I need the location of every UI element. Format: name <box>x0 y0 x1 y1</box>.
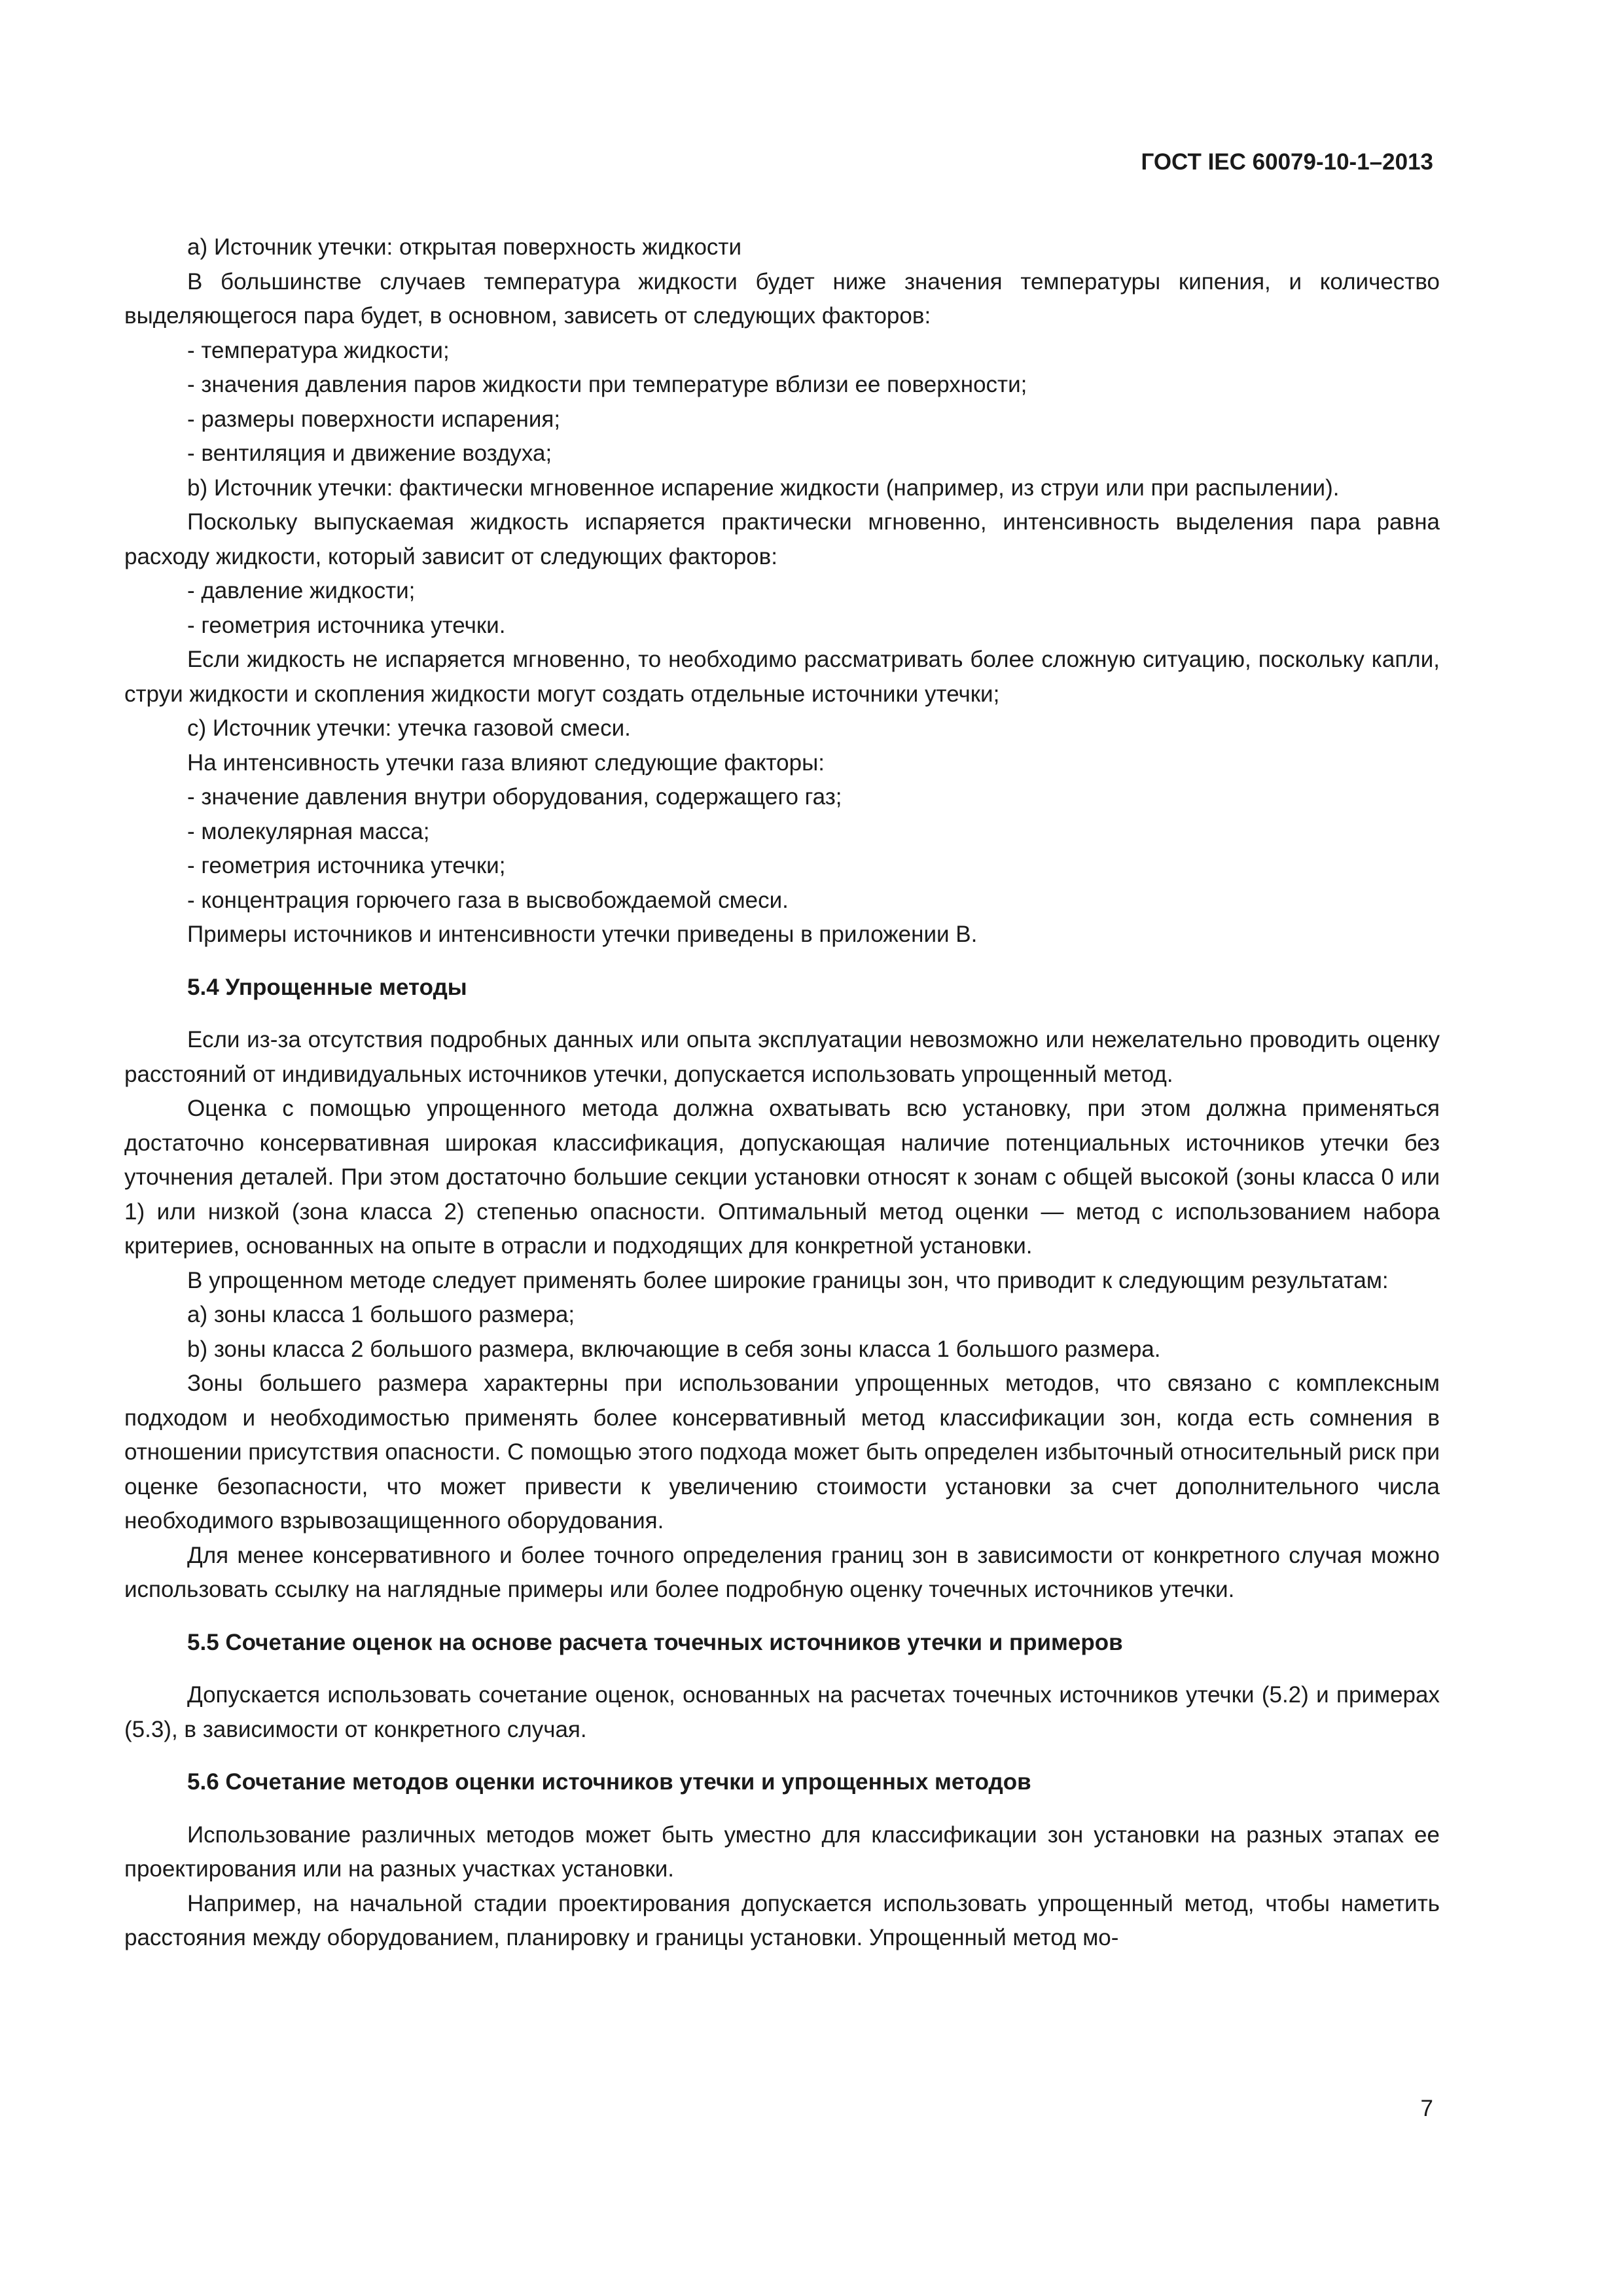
paragraph: На интенсивность утечки газа влияют следующие факторы: <box>187 749 825 776</box>
section-heading: 5.4 Упрощенные методы <box>187 974 467 1000</box>
paragraph: a) зоны класса 1 большого размера; <box>187 1302 575 1327</box>
paragraph: b) зоны класса 2 большого размера, включающие в себя зоны класса 1 большого размера. <box>187 1336 1161 1362</box>
paragraph: - молекулярная масса; <box>187 818 430 844</box>
paragraph: Допускается использовать сочетание оценок, основанных на расчетах точечных источников утечки (5.2) и примерах (5.3), в зависимости от конкретного случая. <box>124 1682 1440 1742</box>
paragraph: - размеры поверхности испарения; <box>187 406 561 432</box>
paragraph: - вентиляция и движение воздуха; <box>187 440 552 466</box>
paragraph: В упрощенном методе следует применять более широкие границы зон, что приводит к следующим результатам: <box>187 1267 1389 1293</box>
paragraph: - значения давления паров жидкости при температуре вблизи ее поверхности; <box>187 372 1027 397</box>
paragraph: - концентрация горючего газа в высвобождаемой смеси. <box>187 887 789 913</box>
paragraph: Для менее консервативного и более точного определения границ зон в зависимости от конкретного случая можно использовать ссылку на наглядные примеры или более подробную оценку точечных источников утечки. <box>124 1542 1440 1602</box>
paragraph: - геометрия источника утечки. <box>187 612 506 638</box>
paragraph: - давление жидкости; <box>187 578 416 603</box>
paragraph: c) Источник утечки: утечка газовой смеси. <box>187 715 631 741</box>
document-code-header: ГОСТ IEC 60079-10-1–2013 <box>1141 149 1433 175</box>
paragraph: - температура жидкости; <box>187 337 450 363</box>
paragraph: Зоны большего размера характерны при использовании упрощенных методов, что связано с комплексным подходом и необходимостью применять более консервативный метод классификации зон, когда есть сомнения в отношении присутствия опасности. С помощью этого подхода может быть определен избыточный относительный риск при оценке безопасности, что может привести к увеличению стоимости установки за счет дополнительного числа необходимого взрывозащищенного оборудования. <box>124 1371 1440 1534</box>
paragraph: Поскольку выпускаемая жидкость испаряется практически мгновенно, интенсивность выделения пара равна расходу жидкости, который зависит от следующих факторов: <box>124 509 1440 569</box>
paragraph: b) Источник утечки: фактически мгновенное испарение жидкости (например, из струи или при распылении). <box>187 475 1340 501</box>
paragraph: В большинстве случаев температура жидкости будет ниже значения температуры кипения, и количество выделяющегося пара будет, в основном, зависеть от следующих факторов: <box>124 268 1440 329</box>
paragraph: Примеры источников и интенсивности утечки приведены в приложении В. <box>187 922 978 947</box>
paragraph: - геометрия источника утечки; <box>187 853 506 878</box>
paragraph: - значение давления внутри оборудования, содержащего газ; <box>187 784 842 810</box>
paragraph: Оценка с помощью упрощенного метода должна охватывать всю установку, при этом должна применяться достаточно консервативная широкая классификация, допускающая наличие потенциальных источников утечки без уточнения деталей. При этом достаточно большие секции установки относят к зонам с общей высокой (зоны класса 0 или 1) или низкой (зона класса 2) степенью опасности. Оптимальный метод оценки — метод с использованием набора критериев, основанных на опыте в отрасли и подходящих для конкретной установки. <box>124 1096 1440 1259</box>
paragraph: Если жидкость не испаряется мгновенно, то необходимо рассматривать более сложную ситуацию, поскольку капли, струи жидкости и скопления жидкости могут создать отдельные источники утечки; <box>124 647 1440 707</box>
paragraph: Использование различных методов может быть уместно для классификации зон установки на разных этапах ее проектирования или на разных участках установки. <box>124 1821 1440 1882</box>
paragraph: Если из-за отсутствия подробных данных или опыта эксплуатации невозможно или нежелательно проводить оценку расстояний от индивидуальных источников утечки, допускается использовать упрощенный метод. <box>124 1027 1440 1087</box>
paragraph: a) Источник утечки: открытая поверхность жидкости <box>187 234 741 260</box>
document-body <box>124 230 1440 1956</box>
page-number: 7 <box>1420 2096 1433 2121</box>
paragraph: Например, на начальной стадии проектирования допускается использовать упрощенный метод, чтобы наметить расстояния между оборудованием, планировку и границы установки. Упрощенный метод мо- <box>124 1890 1440 1950</box>
section-heading: 5.6 Сочетание методов оценки источников утечки и упрощенных методов <box>187 1769 1031 1795</box>
section-heading: 5.5 Сочетание оценок на основе расчета точечных источников утечки и примеров <box>187 1629 1123 1655</box>
